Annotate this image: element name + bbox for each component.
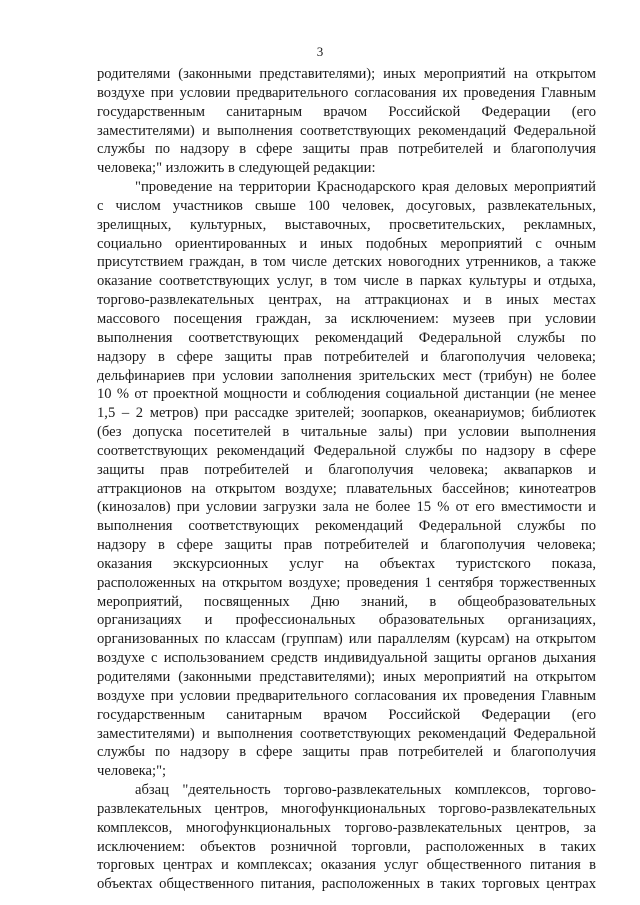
- text-line: оказание соответствующих услуг, в том числе в парках культуры и отдыха,: [97, 273, 596, 290]
- text-line: дельфинариев при условии заполнения зрительских мест (трибун) не более: [97, 367, 596, 384]
- text-line: массового посещения граждан, за исключением: музеев при условии: [97, 310, 596, 327]
- text-line: соответствующих рекомендаций Федеральной службы по надзору в сфере: [97, 442, 596, 459]
- text-line: выполнения соответствующих рекомендаций Федеральной службы по: [97, 329, 596, 346]
- text-line: родителями (законными представителями); иных мероприятий на открытом: [97, 669, 596, 685]
- text-line: расположенных на открытом воздухе; проведения 1 сентября торжественных: [97, 574, 596, 591]
- text-line: комплексов, многофункциональных торгово-развлекательных центров, за: [97, 819, 596, 836]
- text-line: "проведение на территории Краснодарского края деловых мероприятий: [135, 179, 596, 196]
- text-line: развлекательных центров, многофункциональных торгово-развлекательных: [97, 800, 596, 817]
- text-line: организованных по классам (группам) или параллелям (курсам) на открытом: [97, 631, 596, 648]
- text-line: человека;";: [97, 763, 167, 780]
- document-body: [97, 65, 596, 894]
- text-line: заместителями) и выполнения соответствующих рекомендаций Федеральной: [97, 725, 596, 742]
- text-line: исключением: объектов розничной торговли, расположенных в таких: [97, 838, 596, 855]
- text-line: выполнения соответствующих рекомендаций Федеральной службы по: [97, 518, 596, 535]
- text-line: службы по надзору в сфере защиты прав потребителей и благополучия: [97, 744, 596, 761]
- page-number: 3: [316, 44, 324, 59]
- text-line: с числом участников свыше 100 человек, досуговых, развлекательных,: [97, 197, 596, 214]
- text-line: человека;" изложить в следующей редакции:: [97, 160, 376, 177]
- text-line: надзору в сфере защиты прав потребителей и благополучия человека;: [97, 348, 596, 365]
- text-line: аттракционов на открытом воздухе; плавательных бассейнов; кинотеатров: [97, 480, 596, 497]
- text-line: службы по надзору в сфере защиты прав потребителей и благополучия: [97, 141, 596, 158]
- text-line: родителями (законными представителями); иных мероприятий на открытом: [97, 66, 596, 82]
- text-line: воздухе с использованием средств индивидуальной защиты органов дыхания: [97, 650, 596, 667]
- text-line: объектах общественного питания, расположенных в таких торговых центрах: [97, 876, 596, 893]
- text-line: заместителями) и выполнения соответствующих рекомендаций Федеральной: [97, 122, 596, 139]
- text-line: государственным санитарным врачом Российской Федерации (его: [97, 706, 596, 723]
- text-line: защиты прав потребителей и благополучия человека; аквапарков и: [97, 461, 596, 478]
- text-line: социально ориентированных и иных подобных мероприятий с очным: [97, 235, 596, 252]
- text-line: торгово-развлекательных центрах, на аттракционах и в иных местах: [97, 292, 596, 309]
- text-line: (без допуска посетителей в читальные залы) при условии выполнения: [97, 424, 596, 441]
- text-line: организациях и профессиональных образовательных организациях,: [97, 612, 596, 629]
- text-line: (кинозалов) при условии загрузки зала не более 15 % от его вместимости и: [97, 499, 596, 516]
- text-line: 10 % от проектной мощности и соблюдения социальной дистанции (не менее: [97, 386, 596, 403]
- text-line: мероприятий, посвященных Дню знаний, в общеобразовательных: [97, 593, 596, 610]
- text-line: торговых центрах и комплексах; оказания услуг общественного питания в: [97, 857, 596, 874]
- text-line: воздухе при условии предварительного согласования их проведения Главным: [97, 84, 596, 101]
- text-line: воздухе при условии предварительного согласования их проведения Главным: [97, 687, 596, 704]
- text-line: абзац "деятельность торгово-развлекательных комплексов, торгово-: [135, 782, 596, 799]
- text-line: зрелищных, культурных, выставочных, просветительских, рекламных,: [97, 216, 596, 233]
- text-line: государственным санитарным врачом Российской Федерации (его: [97, 103, 596, 120]
- text-line: 1,5 – 2 метров) при рассадке зрителей; зоопарков, океанариумов; библиотек: [97, 405, 596, 422]
- text-line: надзору в сфере защиты прав потребителей и благополучия человека;: [97, 537, 596, 554]
- text-line: оказания экскурсионных услуг на объектах туристского показа,: [97, 555, 596, 572]
- text-line: присутствием граждан, в том числе детских новогодних утренников, а также: [97, 254, 596, 271]
